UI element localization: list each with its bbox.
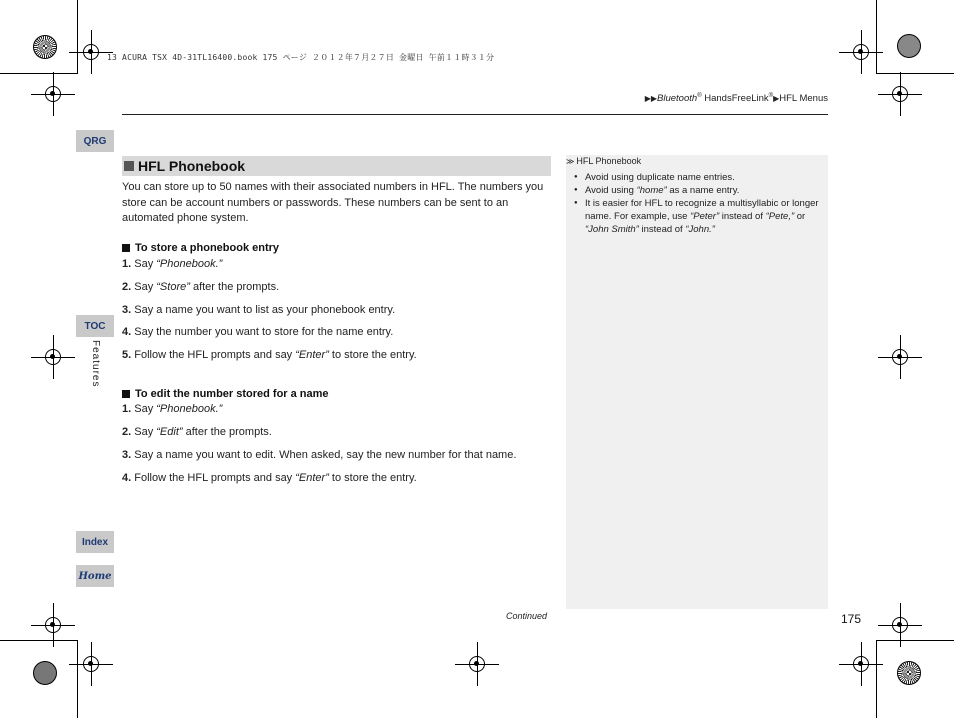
header-divider xyxy=(122,114,828,115)
store-step: 4. Say the number you want to store for the name entry. xyxy=(122,326,394,338)
side-note-list xyxy=(574,171,824,236)
breadcrumb-handsfreelink[interactable]: HandsFreeLink xyxy=(701,93,769,105)
subheading-text: To edit the number stored for a name xyxy=(135,388,329,400)
crop-mark xyxy=(876,640,877,718)
section-intro: You can store up to 50 names with their associated numbers in HFL. The numbers you store can be account numbers or passwords. These numbers can be sent to an automated phone system. xyxy=(122,181,544,224)
store-step: 3. Say a name you want to list as your phonebook entry. xyxy=(122,304,396,316)
edit-step: 1. Say “Phonebook.” xyxy=(122,403,223,415)
crop-mark xyxy=(876,0,877,74)
section-title: HFL Phonebook xyxy=(138,158,246,174)
subheading-text: To store a phonebook entry xyxy=(135,242,280,254)
crop-mark xyxy=(77,0,78,74)
edit-step: 3. Say a name you want to edit. When asked, say the new number for that name. xyxy=(122,449,517,461)
color-bar-icon xyxy=(897,34,921,58)
crop-mark xyxy=(0,640,78,641)
print-header: 13 ACURA TSX 4D-31TL16400.book 175 ページ ２０１２年７月２７日 金曜日 午前１１時３１分 xyxy=(107,53,495,62)
toc-tab[interactable]: TOC xyxy=(76,315,114,337)
subheading-edit-entry xyxy=(122,388,329,400)
edit-step: 2. Say “Edit” after the prompts. xyxy=(122,426,272,438)
subheading-square-icon xyxy=(122,390,130,398)
section-label-features: Features xyxy=(90,340,101,388)
edit-step: 4. Follow the HFL prompts and say “Enter” to store the entry. xyxy=(122,472,417,484)
breadcrumb-arrow-icon: ▶ xyxy=(773,94,780,104)
store-step: 1. Say “Phonebook.” xyxy=(122,258,223,270)
list-item: ● It is easier for HFL to recognize a multisyllabic or longer name. For example, use “Peter” instead of “Pete,” or “John Smith” instead of “John.” xyxy=(574,197,824,236)
qrg-tab[interactable]: QRG xyxy=(76,130,114,152)
index-tab[interactable]: Index xyxy=(76,531,114,553)
color-bar-icon xyxy=(33,661,57,685)
side-note-title-text: HFL Phonebook xyxy=(576,156,642,166)
list-item: ● Avoid using duplicate name entries. xyxy=(574,171,824,184)
color-bar-icon xyxy=(897,661,921,685)
registered-mark: ® xyxy=(768,93,774,99)
home-tab[interactable]: Home xyxy=(76,565,114,587)
crop-mark xyxy=(876,73,954,74)
registered-mark: ® xyxy=(697,93,702,99)
subheading-square-icon xyxy=(122,244,130,252)
breadcrumb[interactable] xyxy=(645,93,828,104)
subheading-store-entry xyxy=(122,242,279,254)
color-bar-icon xyxy=(33,35,57,59)
side-note-title[interactable] xyxy=(566,156,641,166)
crop-mark xyxy=(876,640,954,641)
breadcrumb-arrow-icon: ▶▶ xyxy=(644,94,658,104)
reference-link-icon: ≫ xyxy=(566,156,575,166)
store-step: 5. Follow the HFL prompts and say “Enter” to store the entry. xyxy=(122,349,417,361)
breadcrumb-bluetooth[interactable]: Bluetooth xyxy=(657,93,698,105)
breadcrumb-hfl-menus[interactable]: HFL Menus xyxy=(779,93,828,105)
crop-mark xyxy=(77,640,78,718)
section-title-bar xyxy=(122,156,551,176)
continued-label: Continued xyxy=(506,611,548,621)
section-square-icon xyxy=(124,161,134,171)
page-number: 175 xyxy=(841,612,862,626)
crop-mark xyxy=(0,73,78,74)
side-note-panel xyxy=(566,155,828,609)
list-item: ● Avoid using “home” as a name entry. xyxy=(574,184,824,197)
store-step: 2. Say “Store” after the prompts. xyxy=(122,281,280,293)
